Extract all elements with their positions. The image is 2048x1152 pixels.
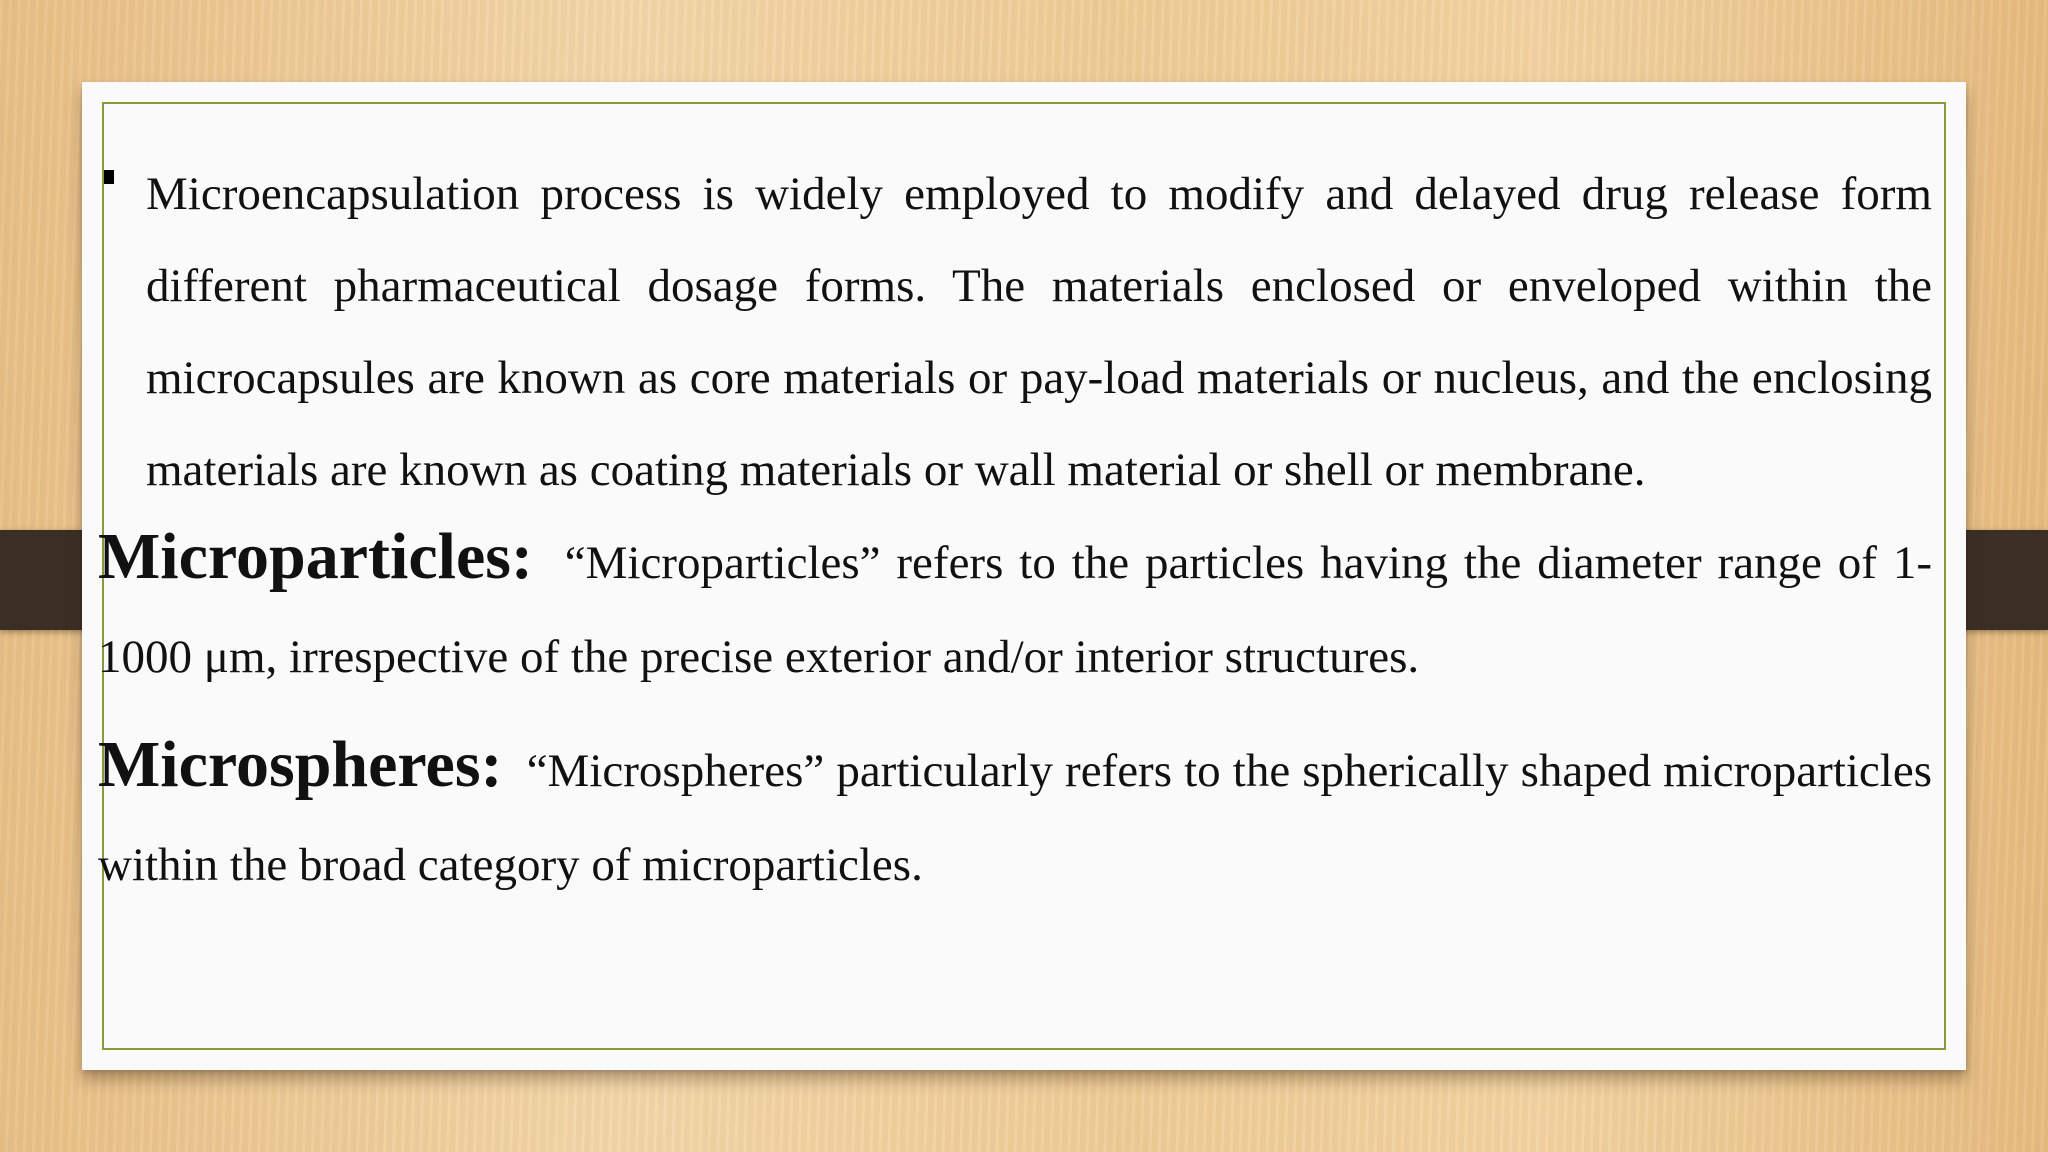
square-bullet-icon bbox=[104, 170, 114, 184]
definition-term: Microparticles: bbox=[98, 520, 533, 593]
bullet-paragraph bbox=[98, 148, 1932, 516]
slide-content bbox=[98, 148, 1932, 912]
bullet-text: Microencapsulation process is widely employed to modify and delayed drug release form different pharmaceutical dosage forms. The materials enclosed or enveloped within the microcapsules are known as core materials or pay-load materials or nucleus, and the enclosing materials are known as coating materials or wall material or shell or membrane. bbox=[146, 168, 1932, 496]
definition-microspheres bbox=[98, 718, 1932, 912]
definition-text: “Microspheres” particularly refers to the spherically shaped microparticles within the broad category of microparticles. bbox=[98, 745, 1933, 891]
definition-text: “Microparticles” refers to the particles having the diameter range of 1-1000 μm, irrespective of the precise exterior and/or interior structures. bbox=[98, 537, 1932, 683]
definition-microparticles bbox=[98, 510, 1932, 704]
definition-term: Microspheres: bbox=[98, 728, 503, 801]
